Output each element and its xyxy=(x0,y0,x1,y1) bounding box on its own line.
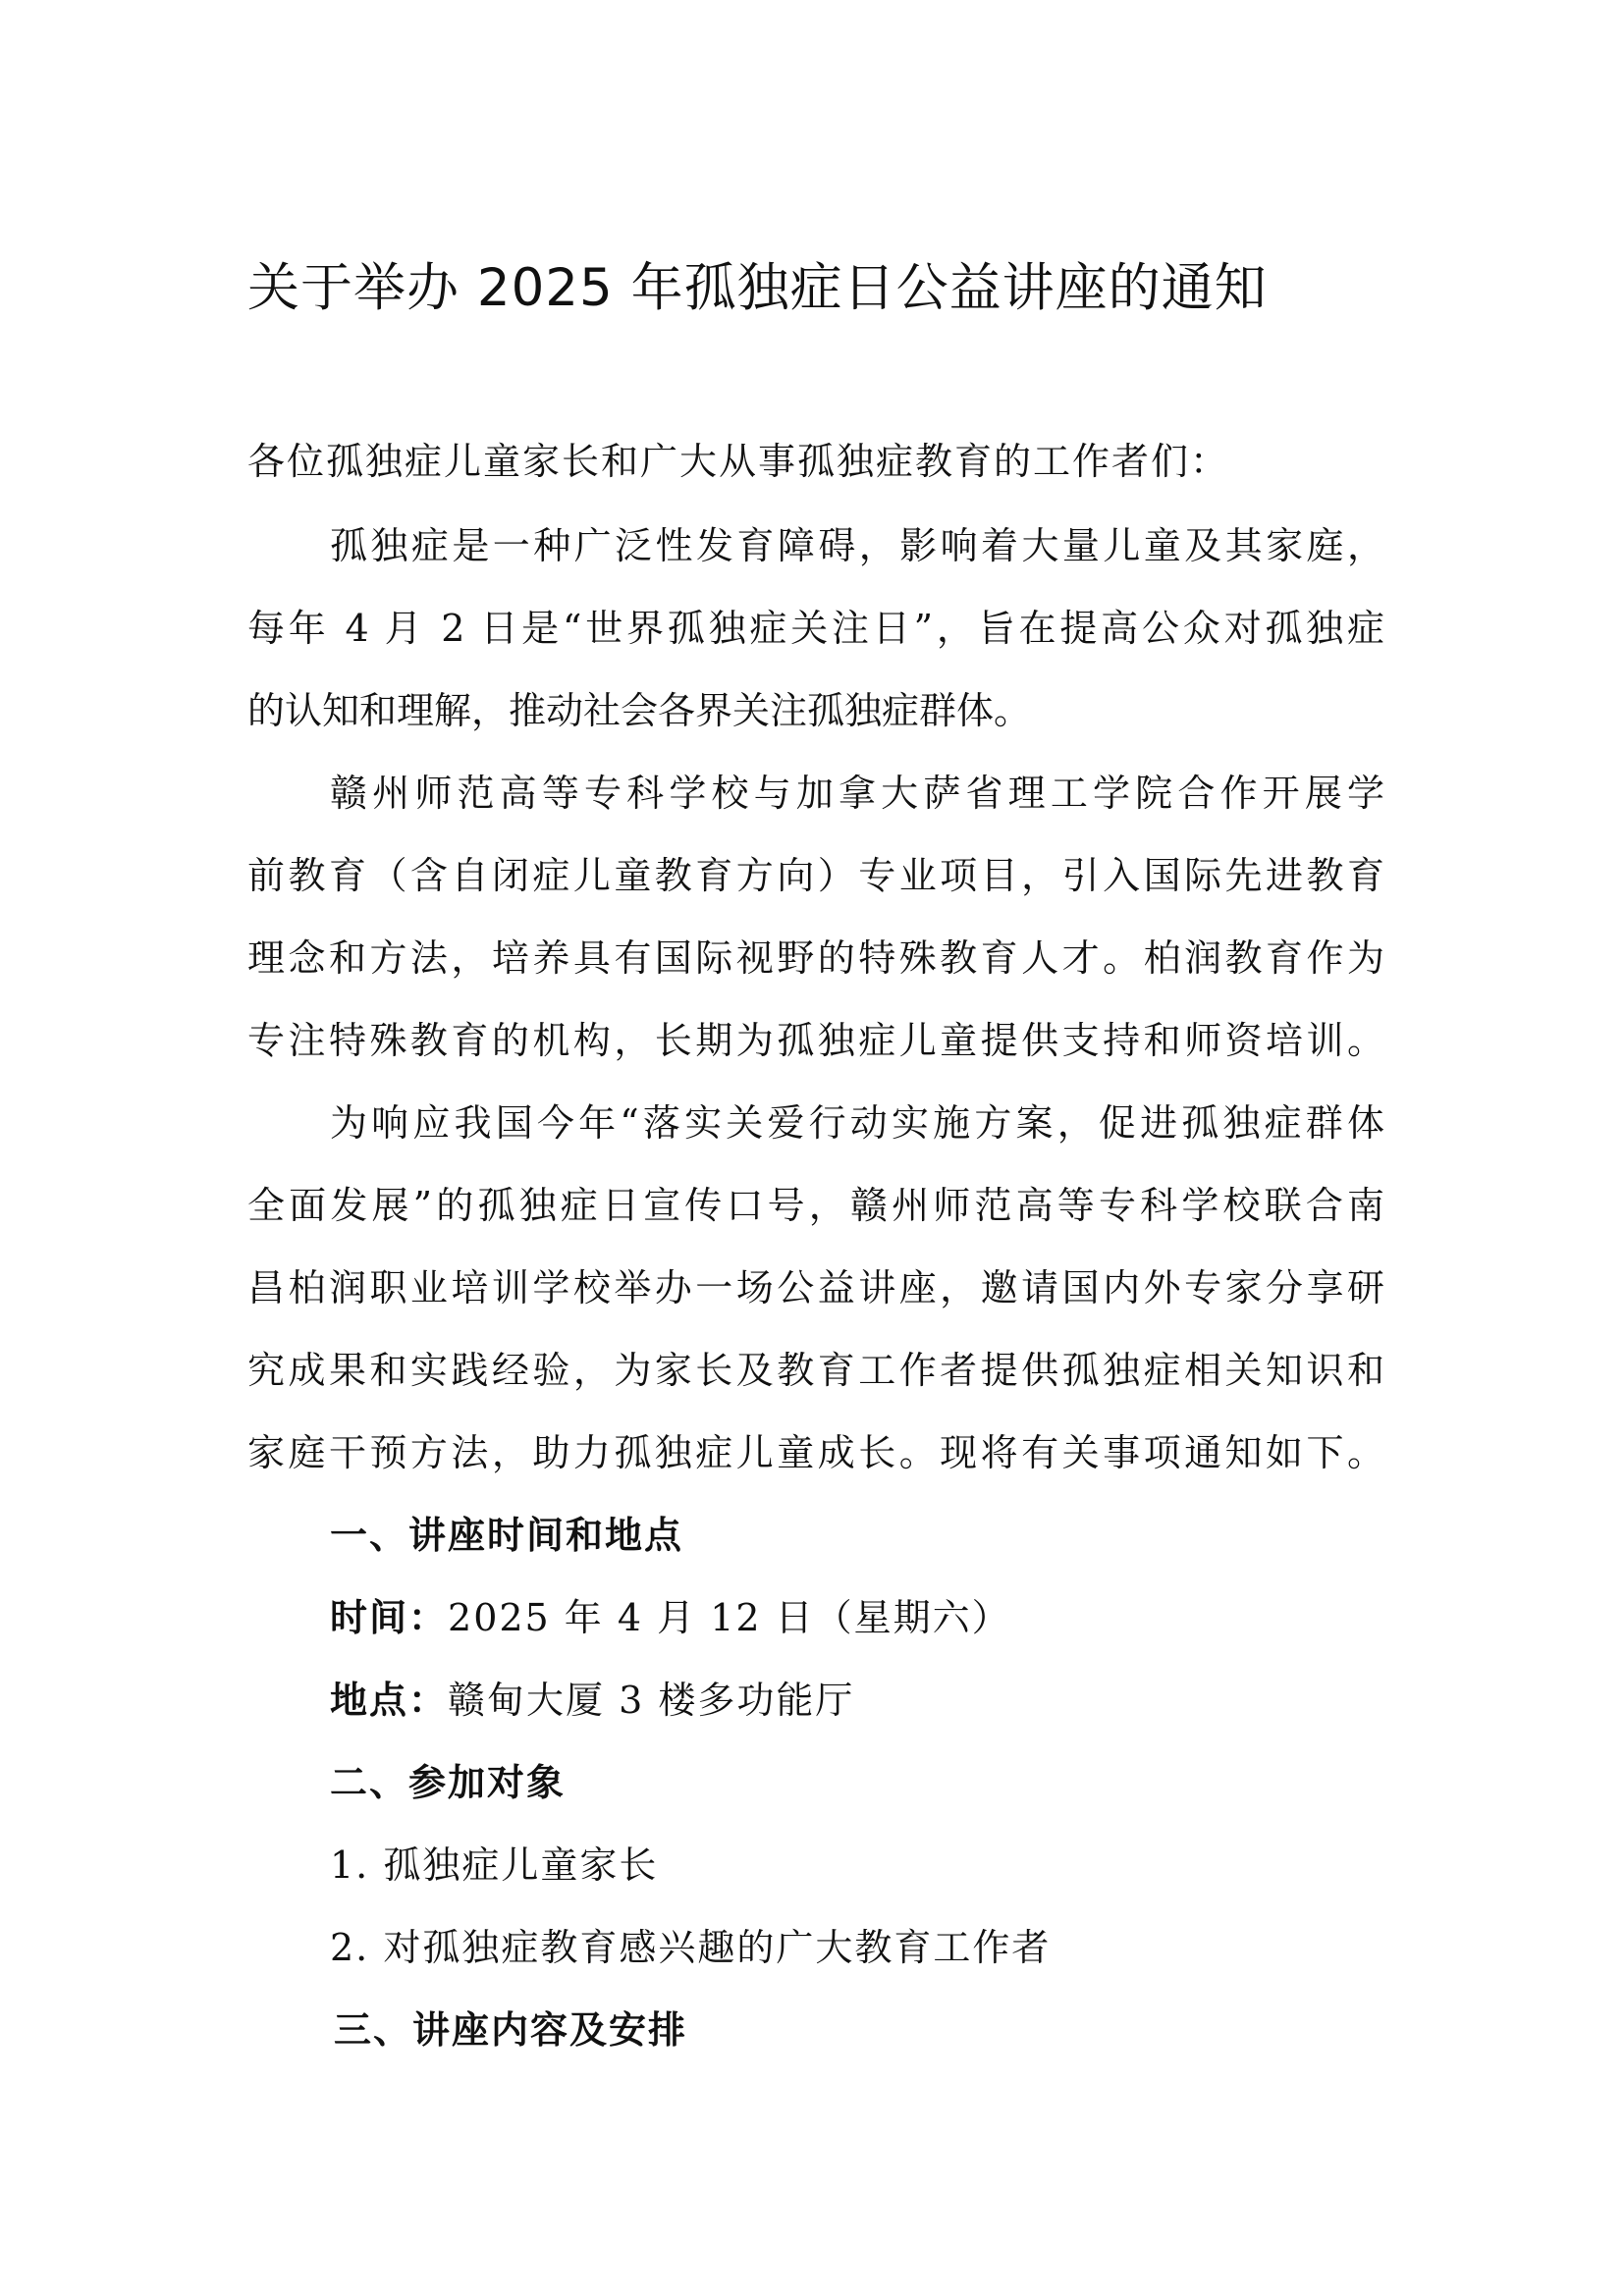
paragraph-line: 全面发展”的孤独症日宣传口号，赣州师范高等专科学校联合南 xyxy=(247,1184,1384,1227)
paragraph-purpose xyxy=(247,1082,1384,1494)
section-heading-time-location: 一、讲座时间和地点 xyxy=(330,1514,684,1557)
paragraph-line: 理念和方法，培养具有国际视野的特殊教育人才。柏润教育作为 xyxy=(247,936,1384,980)
time-row xyxy=(330,1586,1011,1649)
document-title: 关于举办 2025 年孤独症日公益讲座的通知 xyxy=(247,258,1268,318)
salutation: 各位孤独症儿童家长和广大从事孤独症教育的工作者们： xyxy=(247,440,1230,483)
time-label: 时间： xyxy=(330,1596,449,1639)
location-row xyxy=(330,1669,854,1732)
paragraph-line: 昌柏润职业培训学校举办一场公益讲座，邀请国内外专家分享研 xyxy=(247,1266,1384,1309)
participant-item: 2. 对孤独症教育感兴趣的广大教育工作者 xyxy=(330,1926,1052,1969)
paragraph-line: 赣州师范高等专科学校与加拿大萨省理工学院合作开展学 xyxy=(330,772,1384,815)
participant-item: 1. 孤独症儿童家长 xyxy=(330,1843,659,1887)
paragraph-line: 为响应我国今年“落实关爱行动实施方案，促进孤独症群体 xyxy=(330,1101,1384,1145)
paragraph-line: 前教育（含自闭症儿童教育方向）专业项目，引入国际先进教育 xyxy=(247,854,1384,897)
location-label: 地点： xyxy=(330,1679,449,1722)
paragraph-intro xyxy=(247,505,1384,752)
paragraph-line: 究成果和实践经验，为家长及教育工作者提供孤独症相关知识和 xyxy=(247,1349,1384,1392)
paragraph-line: 家庭干预方法，助力孤独症儿童成长。现将有关事项通知如下。 xyxy=(247,1431,1384,1474)
paragraph-line: 孤独症是一种广泛性发育障碍，影响着大量儿童及其家庭， xyxy=(330,524,1384,567)
time-value: 2025 年 4 月 12 日（星期六） xyxy=(448,1596,1011,1639)
paragraph-line: 每年 4 月 2 日是“世界孤独症关注日”，旨在提高公众对孤独症 xyxy=(247,607,1384,650)
paragraph-background xyxy=(247,752,1384,1082)
section-heading-content: 三、讲座内容及安排 xyxy=(334,2008,688,2052)
section-heading-participants: 二、参加对象 xyxy=(330,1761,567,1804)
location-value: 赣甸大厦 3 楼多功能厅 xyxy=(448,1679,855,1722)
paragraph-line: 专注特殊教育的机构，长期为孤独症儿童提供支持和师资培训。 xyxy=(247,1019,1384,1062)
paragraph-line: 的认知和理解，推动社会各界关注孤独症群体。 xyxy=(247,689,1032,732)
